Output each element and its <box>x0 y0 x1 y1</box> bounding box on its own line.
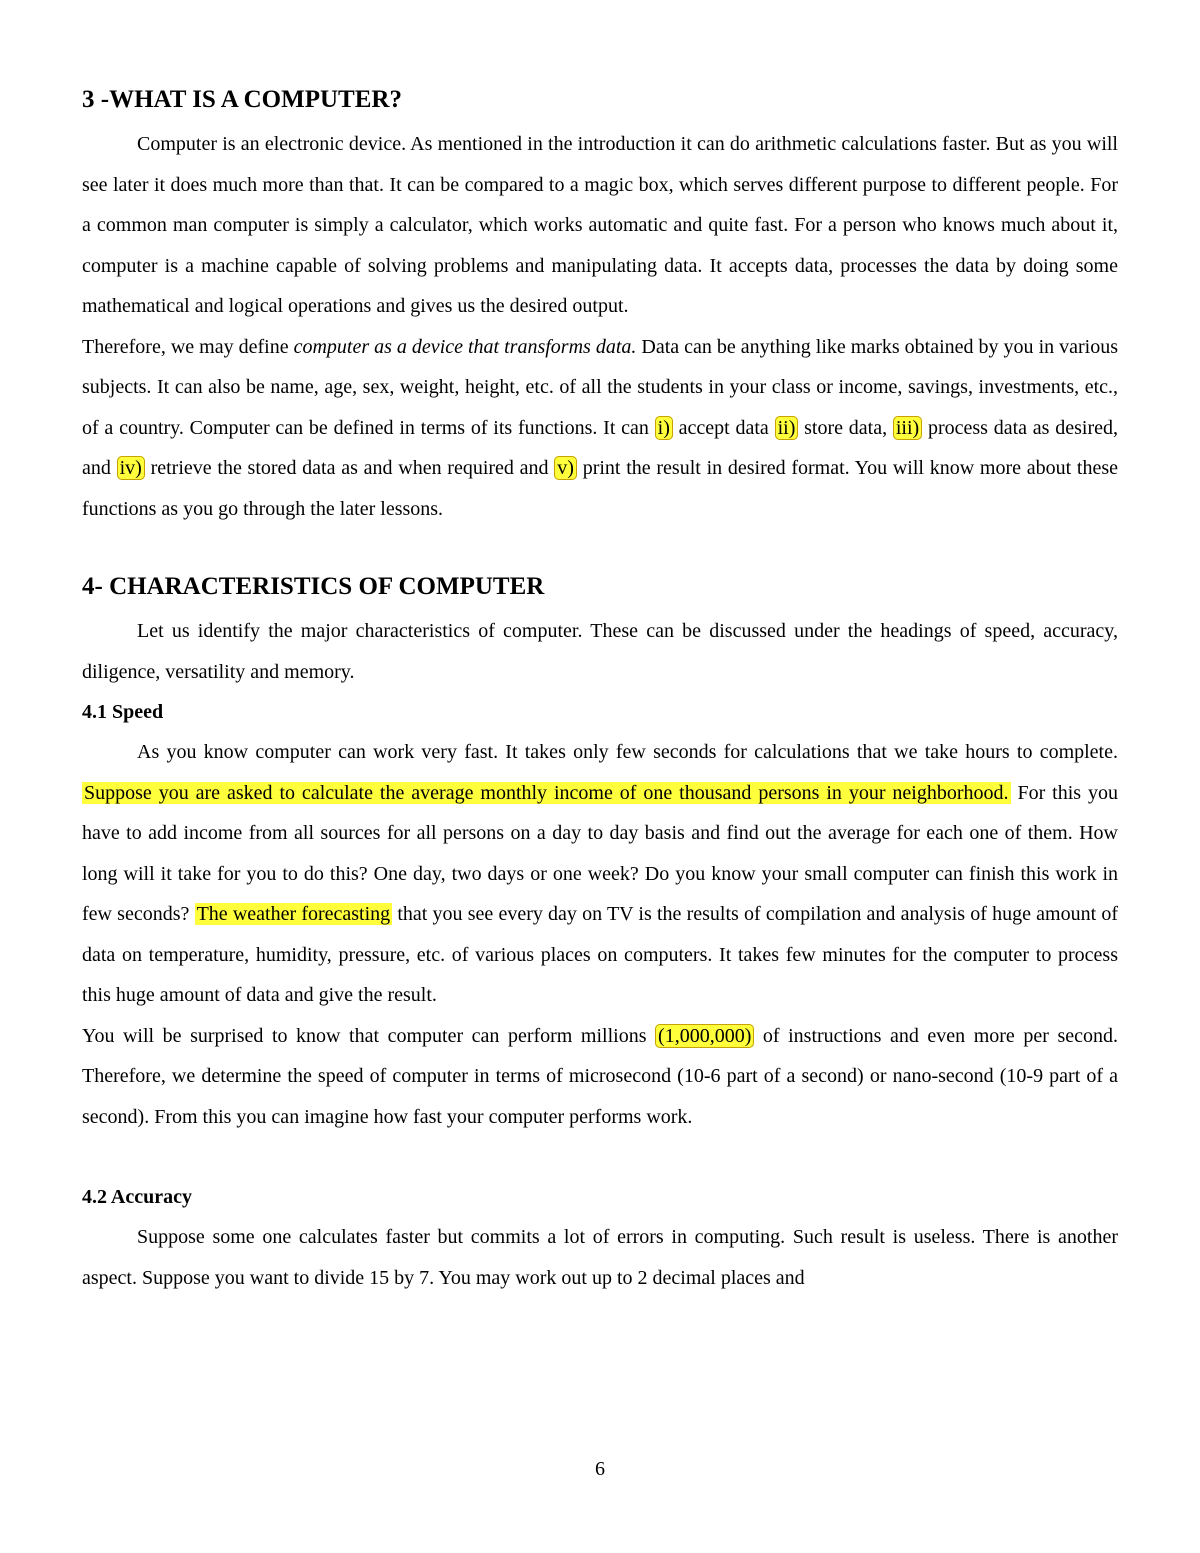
text-run: For this you have to add income from all sources for all persons on a day to day basis and find out the average for each one of them. How long will it take for you to do this? One day, two days or one week? Do you know your small computer can finish this work in few seconds? <box>82 781 1118 925</box>
text-run: accept data <box>672 416 775 439</box>
text-run: Data can be anything like marks obtained by you in various subjects. It can also be name, age, sex, weight, height, etc. of all the students in your class or income, savings, investments, etc., of a country. Computer can be defined in terms of its functions. It can <box>82 335 1119 439</box>
highlight-average-income: Suppose you are asked to calculate the average monthly income of one thousand persons in your neighborhood. <box>84 781 1009 804</box>
text-run: Therefore, we may define <box>82 335 294 358</box>
section-4-heading: 4- CHARACTERISTICS OF COMPUTER <box>82 573 545 600</box>
section-3-paragraph-2 <box>82 327 1118 530</box>
document-page <box>82 82 1118 1298</box>
text-run: As you know computer can work very fast. It takes only few seconds for calculations that we take hours to complete. <box>137 741 1118 763</box>
highlight-million: (1,000,000) <box>655 1024 754 1048</box>
text-run: You will be surprised to know that computer can perform millions <box>82 1024 656 1047</box>
speed-paragraph-2 <box>82 1016 1118 1138</box>
function-marker-i: i) <box>655 416 673 440</box>
accuracy-paragraph-1: Suppose some one calculates faster but commits a lot of errors in computing. Such result is useless. There is another aspect. Suppose you want to divide 15 by 7. You may work out up to 2 decimal places and <box>82 1226 1118 1289</box>
text-run: retrieve the stored data as and when required and <box>144 457 555 479</box>
definition-emphasis: computer as a device that transforms data. <box>293 335 637 358</box>
section-spacer <box>82 529 1118 569</box>
text-run: that you see every day on TV is the results of compilation and analysis of huge amount of data on temperature, humidity, pressure, etc. of various places on computers. It takes few minutes for the computer to process this huge amount of data and give the result. <box>82 903 1118 1006</box>
highlight-weather-forecasting: The weather forecasting <box>196 903 391 925</box>
function-marker-v: v) <box>554 456 577 480</box>
speed-subheading: 4.1 Speed <box>82 701 164 723</box>
subsection-spacer <box>82 1137 1118 1177</box>
section-3-paragraph-1: Computer is an electronic device. As mentioned in the introduction it can do arithmetic calculations faster. But as you will see later it does much more than that. It can be compared to a magic box, which serves different purpose to different people. For a common man computer is simply a calculator, which works automatic and quite fast. For a person who knows much about it, computer is a machine capable of solving problems and manipulating data. It accepts data, processes the data by doing some mathematical and logical operations and gives us the desired output. <box>82 133 1118 317</box>
accuracy-subheading: 4.2 Accuracy <box>82 1186 192 1208</box>
function-marker-ii: ii) <box>775 416 799 440</box>
section-4-intro: Let us identify the major characteristics of computer. These can be discussed under the headings of speed, accuracy, diligence, versatility and memory. <box>82 620 1118 683</box>
page-number: 6 <box>595 1458 605 1480</box>
text-run: of instructions and even more per second. Therefore, we determine the speed of computer in terms of microsecond (10-6 part of a second) or nano-second (10-9 part of a second). From this you can imagine how fast your computer performs work. <box>82 1024 1118 1128</box>
speed-paragraph-1 <box>82 732 1118 1016</box>
text-run: print the result in desired format. You will know more about these functions as you go through the later lessons. <box>82 457 1118 520</box>
function-marker-iii: iii) <box>893 416 922 440</box>
function-marker-iv: iv) <box>117 456 145 480</box>
section-3-heading: 3 -WHAT IS A COMPUTER? <box>82 86 402 113</box>
text-run: process data as desired, and <box>82 416 1118 479</box>
text-run: store data, <box>798 416 893 439</box>
